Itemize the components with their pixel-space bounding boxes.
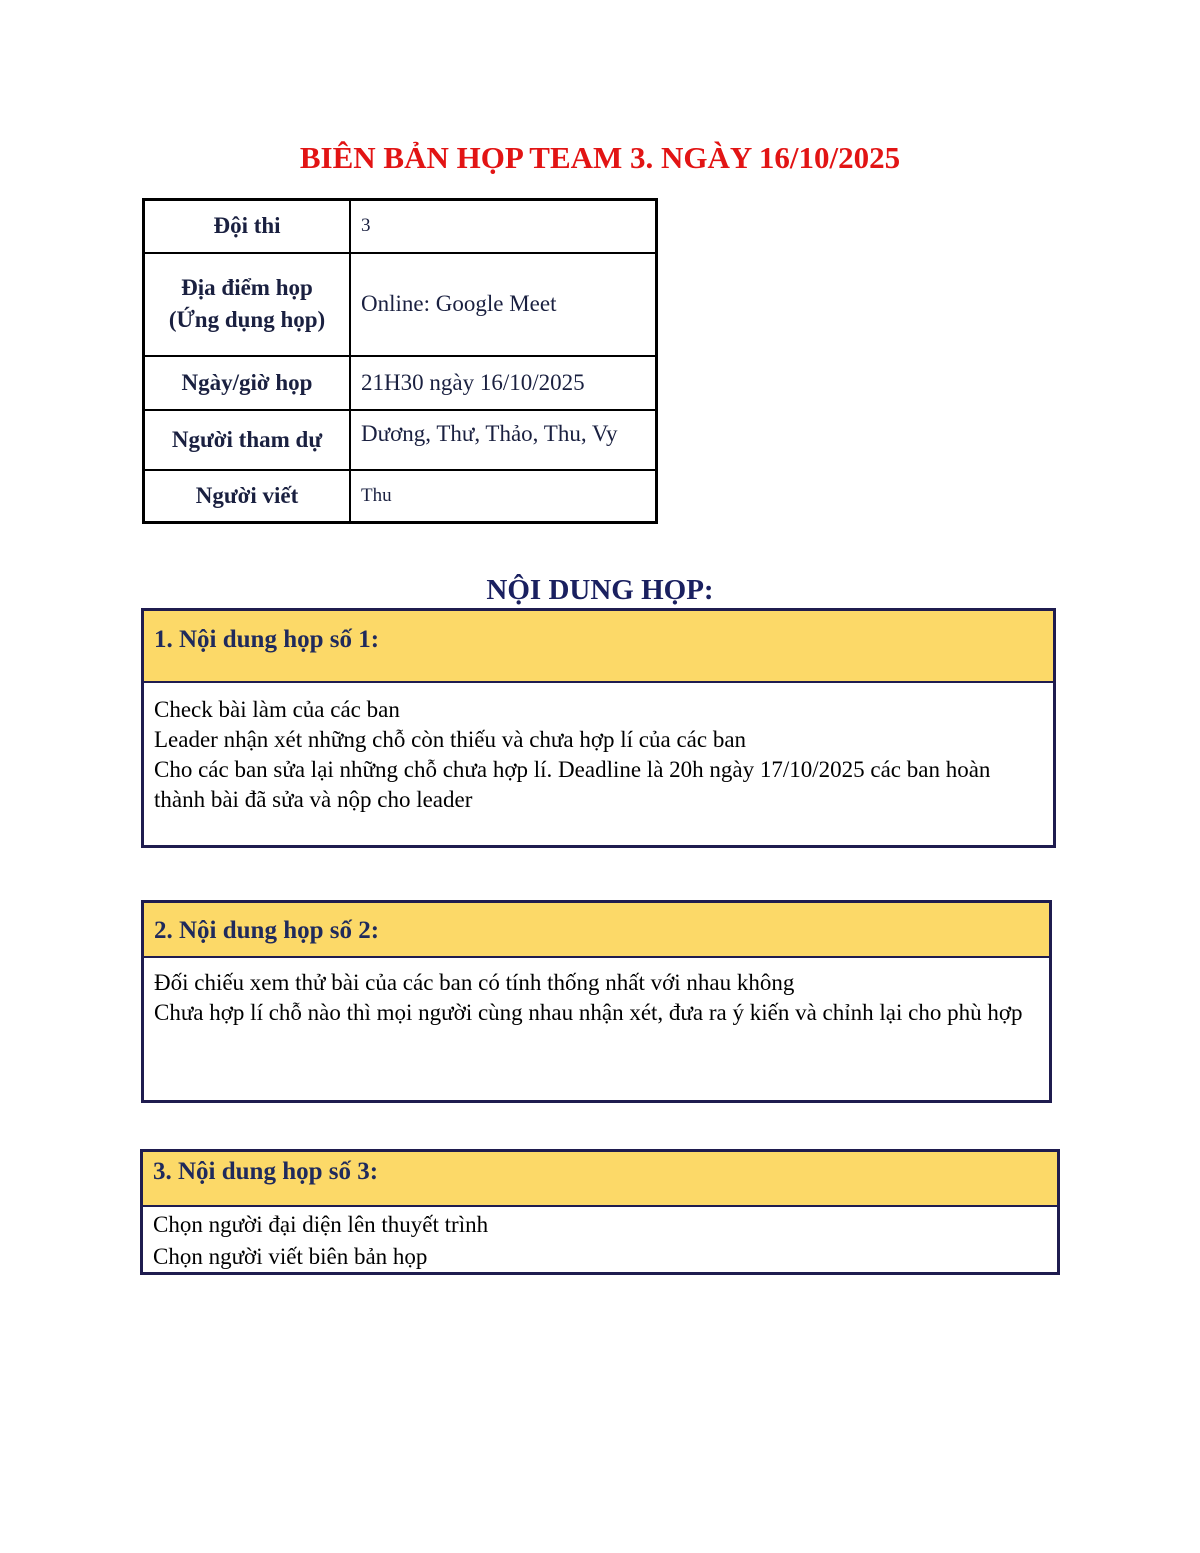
agenda-item-heading: 1. Nội dung họp số 1: <box>144 611 1053 683</box>
content-heading: NỘI DUNG HỌP: <box>486 574 714 606</box>
location-value: Online: Google Meet <box>350 253 657 356</box>
meeting-info-table <box>142 198 658 524</box>
table-row <box>144 253 657 356</box>
agenda-line: Check bài làm của các ban <box>154 697 400 722</box>
agenda-item-heading: 2. Nội dung họp số 2: <box>144 903 1049 958</box>
location-label-line2: (Ứng dụng họp) <box>168 307 326 332</box>
agenda-item-heading: 3. Nội dung họp số 3: <box>143 1152 1057 1207</box>
agenda-item-body <box>144 958 1049 1028</box>
table-row <box>144 200 657 253</box>
agenda-line: Chọn người đại diện lên thuyết trình <box>153 1212 489 1237</box>
datetime-value: 21H30 ngày 16/10/2025 <box>350 356 657 410</box>
attendees-value: Dương, Thư, Thảo, Thu, Vy <box>350 410 657 470</box>
agenda-item-body <box>144 683 1053 815</box>
document-title: BIÊN BẢN HỌP TEAM 3. NGÀY 16/10/2025 <box>299 140 901 175</box>
agenda-item-3 <box>140 1149 1060 1275</box>
location-label <box>144 253 351 356</box>
datetime-label: Ngày/giờ họp <box>144 356 351 410</box>
team-label: Đội thi <box>144 200 351 253</box>
table-row <box>144 410 657 470</box>
writer-value: Thu <box>350 470 657 523</box>
agenda-line: Chọn người viết biên bản họp <box>153 1244 428 1269</box>
agenda-line: Chưa hợp lí chỗ nào thì mọi người cùng nhau nhận xét, đưa ra ý kiến và chỉnh lại cho phù hợp <box>154 1000 1023 1025</box>
agenda-item-1 <box>141 608 1056 848</box>
attendees-label: Người tham dự <box>144 410 351 470</box>
location-label-line1: Địa điểm họp <box>181 275 313 300</box>
agenda-line: Đối chiếu xem thử bài của các ban có tính thống nhất với nhau không <box>154 970 795 995</box>
writer-label: Người viết <box>144 470 351 523</box>
agenda-line: Cho các ban sửa lại những chỗ chưa hợp lí. Deadline là 20h ngày 17/10/2025 các ban hoàn thành bài đã sửa và nộp cho leader <box>154 757 991 812</box>
agenda-item-2 <box>141 900 1052 1103</box>
agenda-item-body <box>143 1207 1057 1273</box>
agenda-line: Leader nhận xét những chỗ còn thiếu và chưa hợp lí của các ban <box>154 727 747 752</box>
team-value: 3 <box>350 200 657 253</box>
table-row <box>144 356 657 410</box>
table-row <box>144 470 657 523</box>
